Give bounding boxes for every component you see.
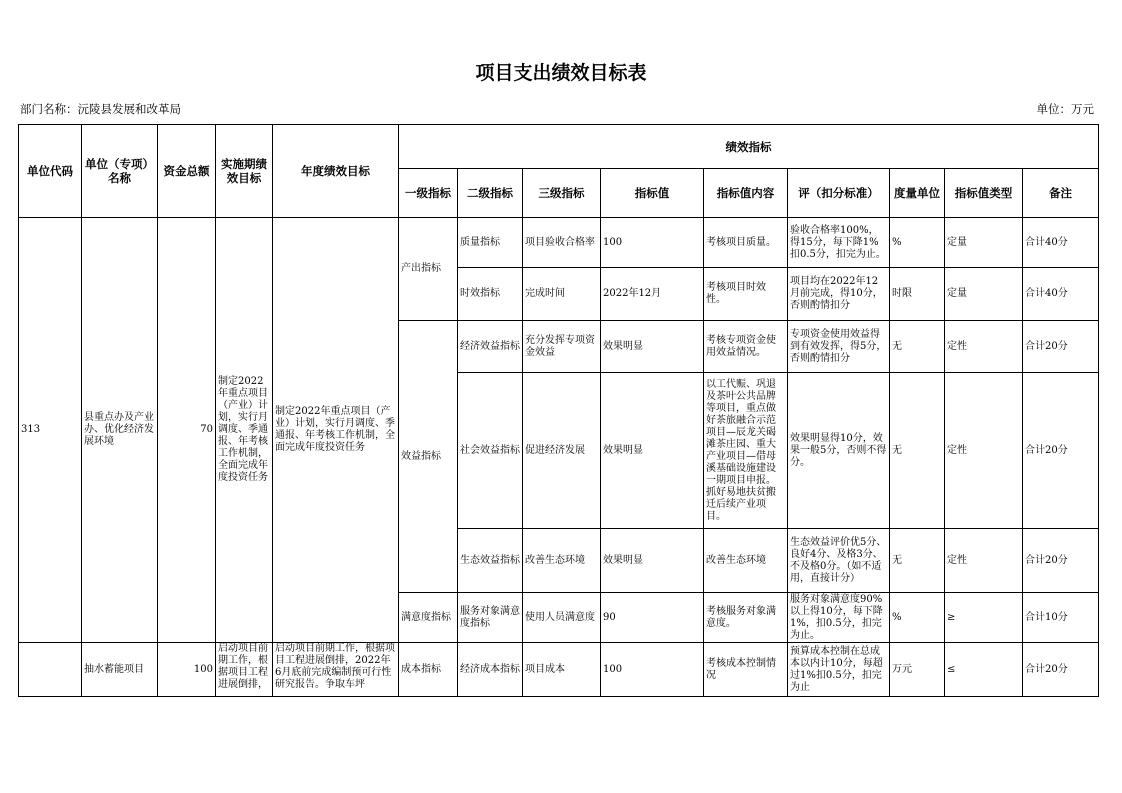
level2-cell: 社会效益指标 — [458, 373, 523, 529]
level2-cell: 经济效益指标 — [458, 321, 523, 373]
content-cell: 考核服务对象满意度。 — [704, 593, 788, 643]
level3-cell: 促进经济发展 — [523, 373, 601, 529]
content-cell: 以工代赈、巩退及茶叶公共品牌等项目，重点做好茶旅融合示范项目—辰龙关碣滩茶庄园、重大产业项目—借母溪基础设施建设一期项目申报。抓好易地扶贫搬迁后续产业项目。 — [704, 373, 788, 529]
header-content: 指标值内容 — [704, 169, 788, 218]
currency-unit: 单位：万元 — [1036, 102, 1094, 116]
value-type-cell: 定性 — [945, 529, 1023, 593]
value-cell: 100 — [601, 643, 704, 697]
scoring-cell: 项目均在2022年12月前完成，得10分，否则酌情扣分 — [788, 268, 890, 321]
value-cell: 效果明显 — [601, 373, 704, 529]
header-unit-code: 单位代码 — [19, 125, 82, 218]
level1-satisfaction-cell: 满意度指标 — [399, 593, 458, 643]
header-indicators: 绩效指标 — [399, 125, 1099, 169]
impl-goal-cell — [216, 643, 273, 697]
value-type-cell: ≤ — [945, 643, 1023, 697]
level3-cell: 完成时间 — [523, 268, 601, 321]
scoring-cell: 服务对象满意度90%以上得10分，每下降1%，扣0.5分，扣完为止。 — [788, 593, 890, 643]
value-cell: 100 — [601, 218, 704, 268]
content-cell: 改善生态环境 — [704, 529, 788, 593]
level3-cell: 使用人员满意度 — [523, 593, 601, 643]
level2-cell: 生态效益指标 — [458, 529, 523, 593]
level1-benefit-cell: 效益指标 — [399, 321, 458, 593]
value-cell: 90 — [601, 593, 704, 643]
content-cell: 考核项目质量。 — [704, 218, 788, 268]
value-type-cell: ≥ — [945, 593, 1023, 643]
remark-cell: 合计20分 — [1023, 643, 1099, 697]
value-cell: 2022年12月 — [601, 268, 704, 321]
value-type-cell: 定量 — [945, 218, 1023, 268]
measure-unit-cell: % — [890, 593, 945, 643]
annual-goal-cell: 制定2022年重点项目（产业）计划，实行月调度、季通报、年考核工作机制，全面完成年度投资任务 — [273, 218, 399, 643]
unit-code-cell: 313 — [19, 218, 82, 643]
annual-goal-cell — [273, 643, 399, 697]
content-cell: 考核成本控制情况 — [704, 643, 788, 697]
page-title: 项目支出绩效目标表 — [475, 62, 647, 84]
header-level3: 三级指标 — [523, 169, 601, 218]
level2-cell: 质量指标 — [458, 218, 523, 268]
value-cell: 效果明显 — [601, 529, 704, 593]
header-level1: 一级指标 — [399, 169, 458, 218]
funds-cell: 100 — [158, 643, 216, 697]
header-scoring: 评（扣分标准） — [788, 169, 890, 218]
remark-cell: 合计20分 — [1023, 373, 1099, 529]
header-level2: 二级指标 — [458, 169, 523, 218]
header-value-type: 指标值类型 — [945, 169, 1023, 218]
scoring-cell: 预算成本控制在总成本以内计10分，每超过1%扣0.5分，扣完为止 — [788, 643, 890, 697]
measure-unit-cell: 万元 — [890, 643, 945, 697]
header-measure-unit: 度量单位 — [890, 169, 945, 218]
unit-name-cell: 抽水蓄能项目 — [82, 643, 158, 697]
level3-cell: 改善生态环境 — [523, 529, 601, 593]
header-unit-name: 单位（专项）名称 — [82, 125, 158, 218]
value-cell: 效果明显 — [601, 321, 704, 373]
remark-cell: 合计20分 — [1023, 529, 1099, 593]
annual-goal-text: 启动项目前期工作，根据项目工程进展倒排，2022年6月底前完成编制预可行性研究报告。争取车坪 — [275, 643, 395, 690]
level3-cell: 项目成本 — [523, 643, 601, 697]
remark-cell: 合计40分 — [1023, 218, 1099, 268]
header-total-funds: 资金总额 — [158, 125, 216, 218]
scoring-cell: 验收合格率100%，得15分，每下降1%扣0.5分，扣完为止。 — [788, 218, 890, 268]
value-type-cell: 定量 — [945, 268, 1023, 321]
measure-unit-cell: % — [890, 218, 945, 268]
level2-cell: 服务对象满意度指标 — [458, 593, 523, 643]
level2-cell: 经济成本指标 — [458, 643, 523, 697]
header-annual-goal: 年度绩效目标 — [273, 125, 399, 218]
table-row — [19, 643, 1099, 697]
level3-cell: 项目验收合格率 — [523, 218, 601, 268]
measure-unit-cell: 无 — [890, 529, 945, 593]
header-remark: 备注 — [1023, 169, 1099, 218]
value-type-cell: 定性 — [945, 373, 1023, 529]
value-type-cell: 定性 — [945, 321, 1023, 373]
header-impl-goal: 实施期绩效目标 — [216, 125, 273, 218]
remark-cell: 合计10分 — [1023, 593, 1099, 643]
unit-name-cell: 县重点办及产业办、优化经济发展环境 — [82, 218, 158, 643]
impl-goal-text: 启动项目前期工作，根据项目工程进展倒排， — [218, 643, 268, 690]
level3-cell: 充分发挥专项资金效益 — [523, 321, 601, 373]
scoring-cell: 生态效益评价优5分、良好4分、及格3分、不及格0分。（如不适用，直接计分） — [788, 529, 890, 593]
measure-unit-cell: 无 — [890, 373, 945, 529]
header-value: 指标值 — [601, 169, 704, 218]
header-row-1 — [19, 125, 1099, 169]
table-row — [19, 218, 1099, 268]
performance-table — [18, 124, 1099, 697]
remark-cell: 合计20分 — [1023, 321, 1099, 373]
content-cell: 考核项目时效性。 — [704, 268, 788, 321]
scoring-cell: 效果明显得10分，效果一般5分，否则不得分。 — [788, 373, 890, 529]
measure-unit-cell: 无 — [890, 321, 945, 373]
unit-code-cell-empty — [19, 643, 82, 697]
level1-output-cell: 产出指标 — [399, 218, 458, 321]
level2-cell: 时效指标 — [458, 268, 523, 321]
remark-cell: 合计40分 — [1023, 268, 1099, 321]
department-name: 部门名称：沅陵县发展和改革局 — [20, 102, 181, 116]
measure-unit-cell: 时限 — [890, 268, 945, 321]
content-cell: 考核专项资金使用效益情况。 — [704, 321, 788, 373]
scoring-cell: 专项资金使用效益得到有效发挥，得5分，否则酌情扣分 — [788, 321, 890, 373]
funds-cell: 70 — [158, 218, 216, 643]
level1-cost-cell: 成本指标 — [399, 643, 458, 697]
impl-goal-cell: 制定2022年重点项目（产业）计划，实行月调度、季通报、年考核工作机制，全面完成年度投资任务 — [216, 218, 273, 643]
